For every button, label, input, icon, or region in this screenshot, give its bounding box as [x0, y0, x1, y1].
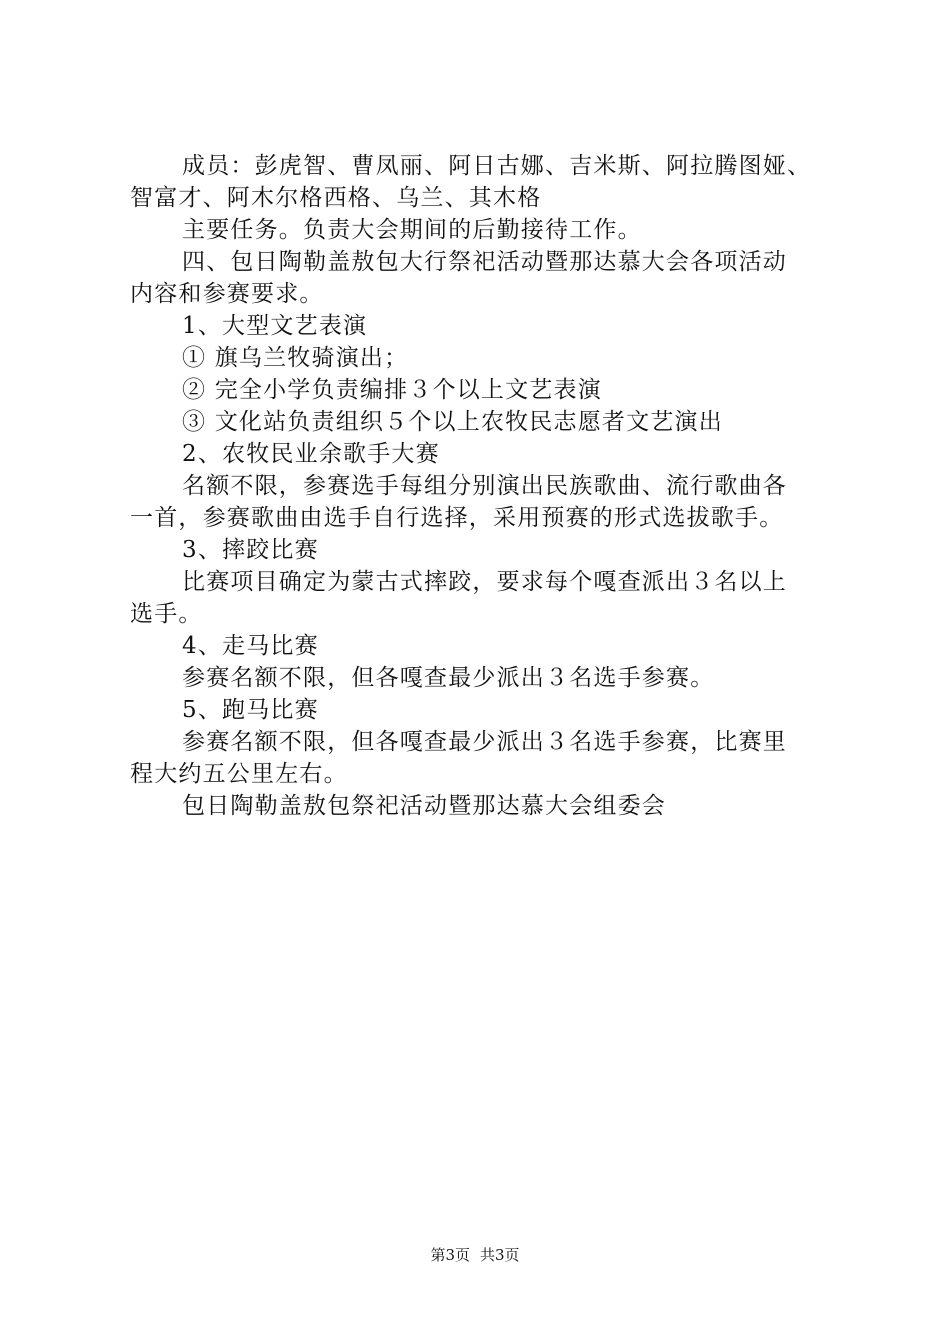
- item-5-heading: 5、跑马比赛: [182, 697, 319, 723]
- section-four-heading-line-2: 内容和参赛要求。: [130, 281, 324, 307]
- page-number: 第3页: [430, 1246, 470, 1264]
- section-four-heading-line-1: 四、包日陶勒盖敖包大行祭祀活动暨那达慕大会各项活动: [182, 249, 787, 275]
- members-line-1: 成员：彭虎智、曹凤丽、阿日古娜、吉米斯、阿拉腾图娅、: [182, 153, 812, 179]
- item-4-heading: 4、走马比赛: [182, 633, 319, 659]
- document-body: [130, 150, 835, 822]
- item-2-body-line-2: 一首，参赛歌曲由选手自行选择，采用预赛的形式选拔歌手。: [130, 505, 784, 531]
- item-2-body-line-1: 名额不限，参赛选手每组分别演出民族歌曲、流行歌曲各: [182, 473, 787, 499]
- item-1-sub-3: ③ 文化站负责组织５个以上农牧民志愿者文艺演出: [182, 409, 723, 435]
- item-3-heading: 3、摔跤比赛: [182, 537, 319, 563]
- item-1-heading: 1、大型文艺表演: [182, 313, 368, 339]
- main-task-line: 主要任务。负责大会期间的后勤接待工作。: [182, 217, 642, 243]
- item-2-heading: 2、农牧民业余歌手大赛: [182, 441, 440, 467]
- item-1-sub-2: ② 完全小学负责编排３个以上文艺表演: [182, 377, 602, 403]
- page-total: 共3页: [480, 1246, 520, 1264]
- item-5-body-line-2: 程大约五公里左右。: [130, 761, 348, 787]
- signature-line: 包日陶勒盖敖包祭祀活动暨那达慕大会组委会: [182, 793, 666, 819]
- item-4-body: 参赛名额不限，但各嘎查最少派出３名选手参赛。: [182, 665, 715, 691]
- members-line-2: 智富才、阿木尔格西格、乌兰、其木格: [130, 185, 542, 211]
- item-3-body-line-2: 选手。: [130, 601, 203, 627]
- page-footer: [0, 1244, 950, 1265]
- item-3-body-line-1: 比赛项目确定为蒙古式摔跤，要求每个嘎查派出３名以上: [182, 569, 787, 595]
- item-5-body-line-1: 参赛名额不限，但各嘎查最少派出３名选手参赛，比赛里: [182, 729, 787, 755]
- item-1-sub-1: ① 旗乌兰牧骑演出；: [182, 345, 409, 371]
